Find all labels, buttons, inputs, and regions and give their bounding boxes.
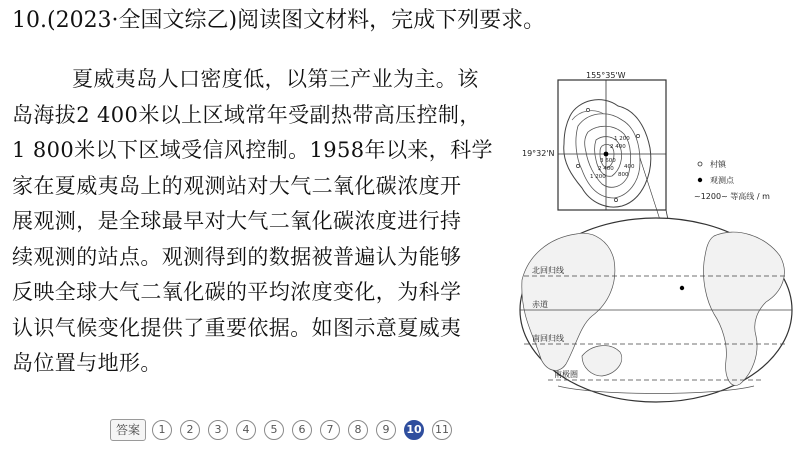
body-line: 岛位置与地形。: [12, 351, 162, 375]
body-line: 1 800米以下区域受信风控制。1958年以来，科学: [12, 138, 493, 162]
question-title: 10.(2023·全国文综乙)阅读图文材料，完成下列要求。: [12, 8, 546, 33]
legend-station-icon: [698, 178, 702, 182]
legend-station: 观测点: [710, 176, 734, 185]
page-button-5[interactable]: 5: [264, 420, 284, 440]
legend-village: 村镇: [710, 160, 726, 169]
page-button-6[interactable]: 6: [292, 420, 312, 440]
answer-button[interactable]: 答案: [110, 419, 146, 441]
page-button-4[interactable]: 4: [236, 420, 256, 440]
page-button-7[interactable]: 7: [320, 420, 340, 440]
label-equator: 赤道: [532, 300, 548, 309]
label-antarctic: 南极圈: [554, 370, 578, 379]
inset-map: [522, 71, 666, 210]
hawaii-location: [680, 286, 684, 290]
village-marker: [614, 198, 617, 201]
page-button-1[interactable]: 1: [152, 420, 172, 440]
body-line: 反映全球大气二氧化碳的平均浓度变化，为科学: [12, 280, 462, 304]
legend: [694, 159, 770, 201]
legend-contour: ~1200~ 等高线 / m: [694, 192, 770, 201]
contour-label: 800: [618, 172, 629, 178]
page-button-8[interactable]: 8: [348, 420, 368, 440]
page-button-11[interactable]: 11: [432, 420, 452, 440]
page-button-3[interactable]: 3: [208, 420, 228, 440]
village-marker: [586, 108, 589, 111]
contour-label: 1 200: [614, 136, 630, 142]
body-line: 续观测的站点。观测得到的数据被普遍认为能够: [12, 244, 462, 269]
page-button-2[interactable]: 2: [180, 420, 200, 440]
body-line: 岛海拔2 400米以上区域常年受副热带高压控制，: [12, 102, 481, 127]
latitude-label: 19°32'N: [522, 149, 555, 158]
world-map: [520, 218, 792, 402]
contour-label: 400: [624, 164, 635, 170]
body-line: 展观测，是全球最早对大气二氧化碳浓度进行持: [12, 209, 462, 233]
label-capricorn: 南回归线: [532, 334, 564, 343]
body-line: 家在夏威夷岛上的观测站对大气二氧化碳浓度开: [12, 173, 462, 198]
hawaii-figure: [518, 70, 800, 410]
body-line: 认识气候变化提供了重要依据。如图示意夏威夷: [12, 315, 462, 340]
question-body: [12, 62, 502, 382]
page-button-9[interactable]: 9: [376, 420, 396, 440]
contour-label: 2 400: [598, 166, 614, 172]
legend-village-icon: [698, 162, 702, 166]
body-line: 夏威夷岛人口密度低，以第三产业为主。该: [72, 67, 479, 91]
contour-label: 1 200: [590, 174, 606, 180]
longitude-label: 155°35'W: [586, 71, 626, 80]
village-marker: [576, 164, 579, 167]
question-nav: [110, 418, 460, 442]
village-marker: [636, 134, 639, 137]
contour-label: 2 400: [610, 144, 626, 150]
station-point: [604, 152, 609, 157]
label-cancer: 北回归线: [532, 266, 564, 275]
figure-svg: [518, 70, 800, 410]
contour-label: 3 600: [600, 158, 616, 164]
page-button-10[interactable]: 10: [404, 420, 424, 440]
